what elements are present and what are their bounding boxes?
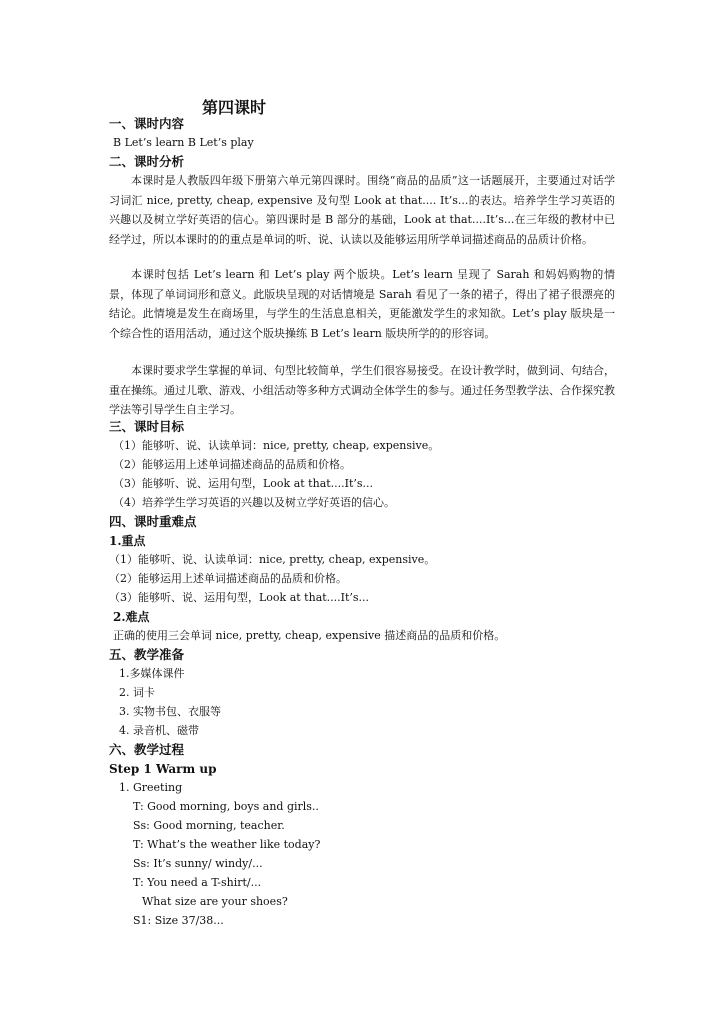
analysis-paragraph-3: 本课时要求学生掌握的单词、句型比较简单，学生们很容易接受。在设计教学时，做到词、句结合，重在操练。通过儿歌、游戏、小组活动等多种方式调动全体学生的参与。通过任务型教学法、合作探究教学法等引导学生自主学习。 — [109, 364, 615, 416]
key-point-item: （2）能够运用上述单词描述商品的品质和价格。 — [109, 572, 347, 585]
dialog-line: T: You need a T-shirt/... — [133, 876, 262, 889]
key-point-item: （1）能够听、说、认读单词：nice, pretty, cheap, expensive。 — [109, 553, 436, 566]
page-title: 第四课时 — [201, 98, 266, 117]
dialog-line: Ss: It’s sunny/ windy/... — [133, 857, 263, 870]
section-heading-objectives: 三、课时目标 — [109, 419, 185, 434]
objective-item: （2）能够运用上述单词描述商品的品质和价格。 — [113, 458, 351, 471]
section-heading-analysis: 二、课时分析 — [109, 154, 185, 169]
objective-item: （4）培养学生学习英语的兴趣以及树立学好英语的信心。 — [113, 496, 395, 509]
difficult-points-heading: 2.难点 — [113, 610, 150, 624]
difficult-point-text: 正确的使用三会单词 nice, pretty, cheap, expensive 描述商品的品质和价格。 — [113, 629, 506, 642]
preparation-item: 1.多媒体课件 — [119, 667, 185, 680]
section-heading-process: 六、教学过程 — [109, 742, 185, 757]
key-point-item: （3）能够听、说、运用句型，Look at that....It’s... — [109, 591, 370, 604]
sub-step-heading: 1. Greeting — [119, 781, 183, 794]
section-heading-content: 一、课时内容 — [109, 116, 185, 131]
section-heading-preparation: 五、教学准备 — [109, 647, 185, 662]
analysis-paragraph-2: 本课时包括 Let’s learn 和 Let’s play 两个版块。Let’s learn 呈现了 Sarah 和妈妈购物的情景，体现了单词词形和意义。此版块呈现的对话情境是 Sarah 看见了一条的裙子，得出了裙子很漂亮的结论。此情境是发生在商场里，与学生的生活息息相关，更能激发学生的求知欲。Let’s play 版块是一个综合性的语用活动，通过这个版块操练 B Let’s learn 版块所学的的形容词。 — [109, 268, 615, 340]
dialog-line: Ss: Good morning, teacher. — [133, 819, 285, 832]
dialog-line: T: What’s the weather like today? — [133, 838, 321, 851]
step-heading: Step 1 Warm up — [109, 762, 217, 776]
dialog-line: T: Good morning, boys and girls.. — [133, 800, 319, 813]
key-points-heading: 1.重点 — [109, 534, 146, 548]
preparation-item: 4. 录音机、磁带 — [119, 724, 199, 737]
objective-item: （3）能够听、说、运用句型，Look at that....It’s... — [113, 477, 374, 490]
content-text: B Let’s learn B Let’s play — [113, 136, 254, 149]
dialog-line: S1: Size 37/38... — [133, 914, 224, 927]
preparation-item: 3. 实物书包、衣服等 — [119, 705, 221, 718]
preparation-item: 2. 词卡 — [119, 686, 155, 699]
dialog-line: What size are your shoes? — [142, 895, 288, 908]
objective-item: （1）能够听、说、认读单词：nice, pretty, cheap, expensive。 — [113, 439, 440, 452]
section-heading-key-points: 四、课时重难点 — [109, 514, 197, 529]
analysis-paragraph-1: 本课时是人教版四年级下册第六单元第四课时。围绕“商品的品质”这一话题展开，主要通过对话学习词汇 nice, pretty, cheap, expensive 及句型 Look at that.... It’s...的表达。培养学生学习英语的兴趣以及树立学好英语的信心。第四课时是 B 部分的基础，Look at that....It’s...在三年级的教材中已经学过，所以本课时的的重点是单词的听、说、认读以及能够运用所学单词描述商品的品质计价格。 — [109, 174, 615, 246]
